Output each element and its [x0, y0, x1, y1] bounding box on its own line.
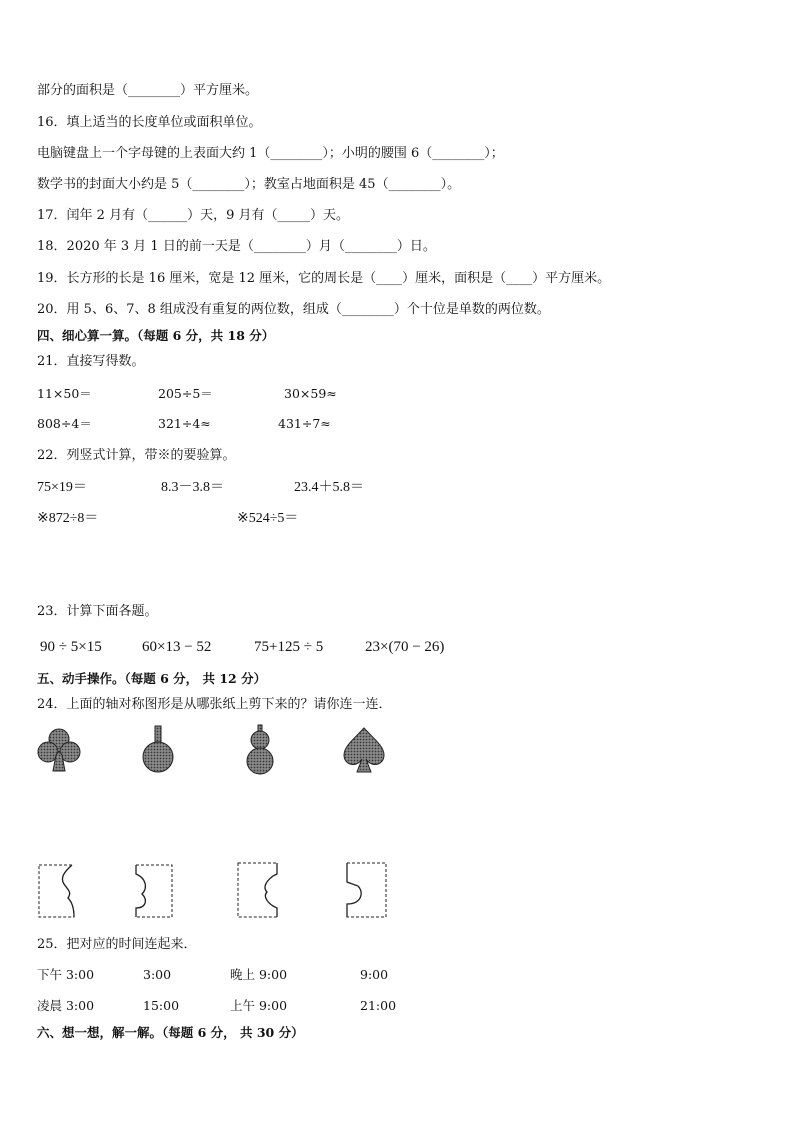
paper-cut-d	[346, 862, 388, 918]
q25-time: 21:00	[360, 998, 397, 1013]
paper-cut-c	[237, 862, 279, 918]
q16-line1: 电脑键盘上一个字母键的上表面大约 1（________）；小明的腰围 6（________）；	[37, 146, 504, 161]
q16-line2: 数学书的封面大小约是 5（________）；教室占地面积是 45（________）。	[37, 177, 461, 192]
section-4-heading: 四、细心算一算。（每题 6 分，共 18 分）	[37, 328, 275, 343]
paper-cut-b	[132, 864, 174, 918]
q24-title: 24．上面的轴对称图形是从哪张纸上剪下来的？请你连一连．	[37, 697, 392, 712]
q23-item: 75+125 ÷ 5	[254, 639, 324, 655]
q23-item: 23×(70 − 26)	[365, 639, 445, 655]
q25-time: 3:00	[143, 967, 172, 982]
q21-item: 321÷4≈	[158, 416, 211, 431]
q17: 17．闰年 2 月有（______）天，9 月有（_____）天。	[37, 208, 349, 223]
section-5-heading: 五、动手操作。（每题 6 分， 共 12 分）	[37, 671, 267, 686]
q22-title: 22．列竖式计算，带※的要验算。	[37, 448, 236, 463]
q21-item: 11×50＝	[37, 386, 92, 401]
q22-item: 75×19＝	[37, 480, 87, 495]
q25-time: 上午 9:00	[230, 998, 288, 1013]
paper-cut-a	[38, 864, 78, 918]
gourd-icon	[244, 724, 276, 776]
q21-item: 30×59≈	[284, 386, 337, 401]
q21-item: 205÷5＝	[158, 386, 213, 401]
q23-item: 60×13 − 52	[142, 639, 212, 655]
q23-title: 23．计算下面各题。	[37, 604, 158, 619]
section-6-heading: 六、想一想，解一解。（每题 6 分， 共 30 分）	[37, 1025, 304, 1040]
club-icon	[37, 727, 81, 773]
q25-time: 晚上 9:00	[230, 967, 288, 982]
q16-title: 16．填上适当的长度单位或面积单位。	[37, 115, 262, 130]
q22-item: 23.4＋5.8＝	[294, 480, 364, 495]
q22-item: 8.3－3.8＝	[161, 480, 224, 495]
q19: 19．长方形的长是 16 厘米，宽是 12 厘米，它的周长是（____）厘米，面积是（____）平方厘米。	[37, 271, 611, 286]
q21-item: 431÷7≈	[278, 416, 331, 431]
q25-time: 9:00	[360, 967, 389, 982]
q18: 18．2020 年 3 月 1 日的前一天是（________）月（________）日。	[37, 239, 436, 254]
q21-item: 808÷4＝	[37, 416, 92, 431]
q25-time: 下午 3:00	[37, 967, 95, 982]
q25-time: 15:00	[143, 998, 180, 1013]
q23-item: 90 ÷ 5×15	[40, 639, 102, 655]
q25-time: 凌晨 3:00	[37, 998, 95, 1013]
spade-icon	[341, 726, 387, 774]
q20: 20．用 5、6、7、8 组成没有重复的两位数，组成（________）个十位是单数的两位数。	[37, 302, 550, 317]
gourd-bottle-icon	[138, 724, 178, 774]
q25-title: 25．把对应的时间连起来．	[37, 937, 197, 952]
q22-item: ※524÷5＝	[237, 511, 299, 526]
q22-item: ※872÷8＝	[37, 511, 99, 526]
q15-tail: 部分的面积是（________）平方厘米。	[37, 83, 259, 98]
q21-title: 21．直接写得数。	[37, 354, 145, 369]
